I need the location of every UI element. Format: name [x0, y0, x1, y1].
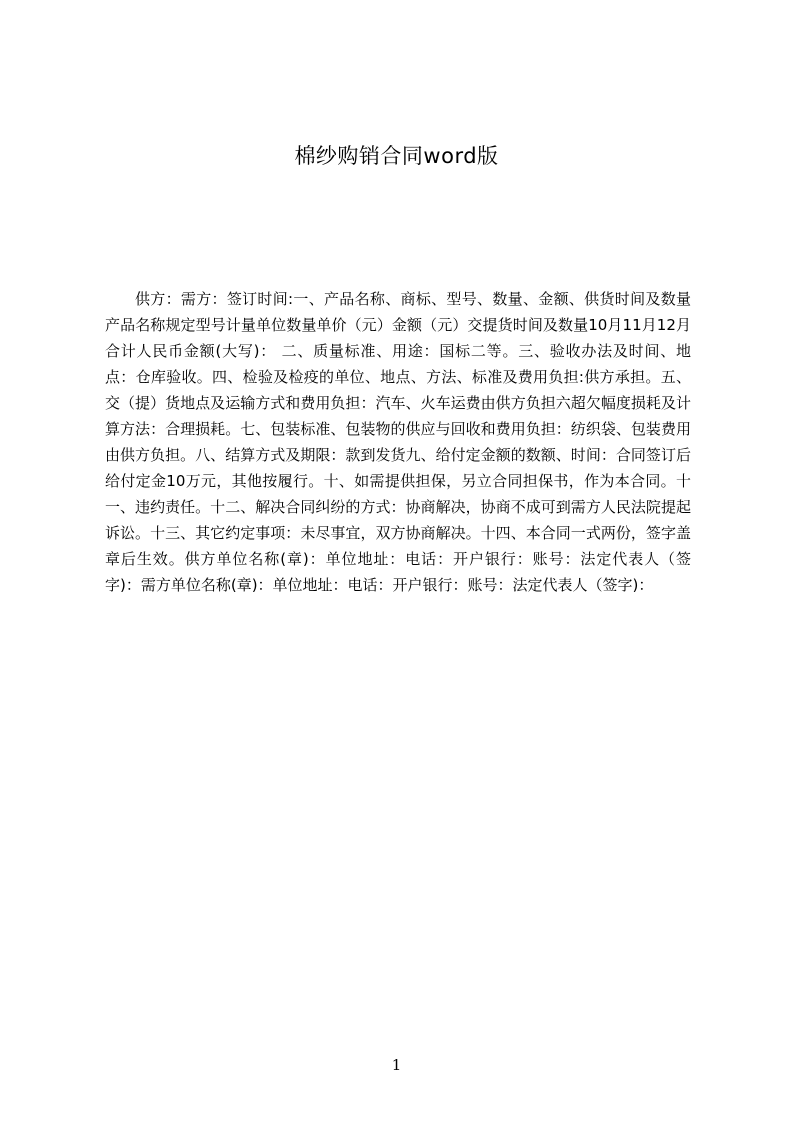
page-number: 1 — [391, 1056, 402, 1074]
document-title: 棉纱购销合同word版 — [294, 144, 499, 168]
contract-body-text: 供方：需方：签订时间:一、产品名称、商标、型号、数量、金额、供货时间及数量产品名称规定型号计量单位数量单价（元）金额（元）交提货时间及数量10月11月12月合计人民币金额(大写)： 二、质量标准、用途：国标二等。三、验收办法及时间、地点：仓库验收。四、检验及检疫的单位、地点、方法、标准及费用负担:供方承担。五、交（提）货地点及运输方式和费用负担：汽车、火车运费由供方负担六超欠幅度损耗及计算方法：合理损耗。七、包装标准、包装物的供应与回收和费用负担：纺织袋、包装费用由供方负担。八、结算方式及期限：款到发货九、给付定金额的数额、时间：合同签订后给付定金10万元，其他按履行。十、如需提供担保，另立合同担保书，作为本合同。十一、违约责任。十二、解决合同纠纷的方式：协商解决，协商不成可到需方人民法院提起诉讼。十三、其它约定事项：未尽事宜，双方协商解决。十四、本合同一式两份，签字盖章后生效。供方单位名称(章)：单位地址：电话：开户银行：账号：法定代表人（签字)：需方单位名称(章)：单位地址：电话：开户银行：账号：法定代表人（签字)： — [105, 290, 691, 594]
